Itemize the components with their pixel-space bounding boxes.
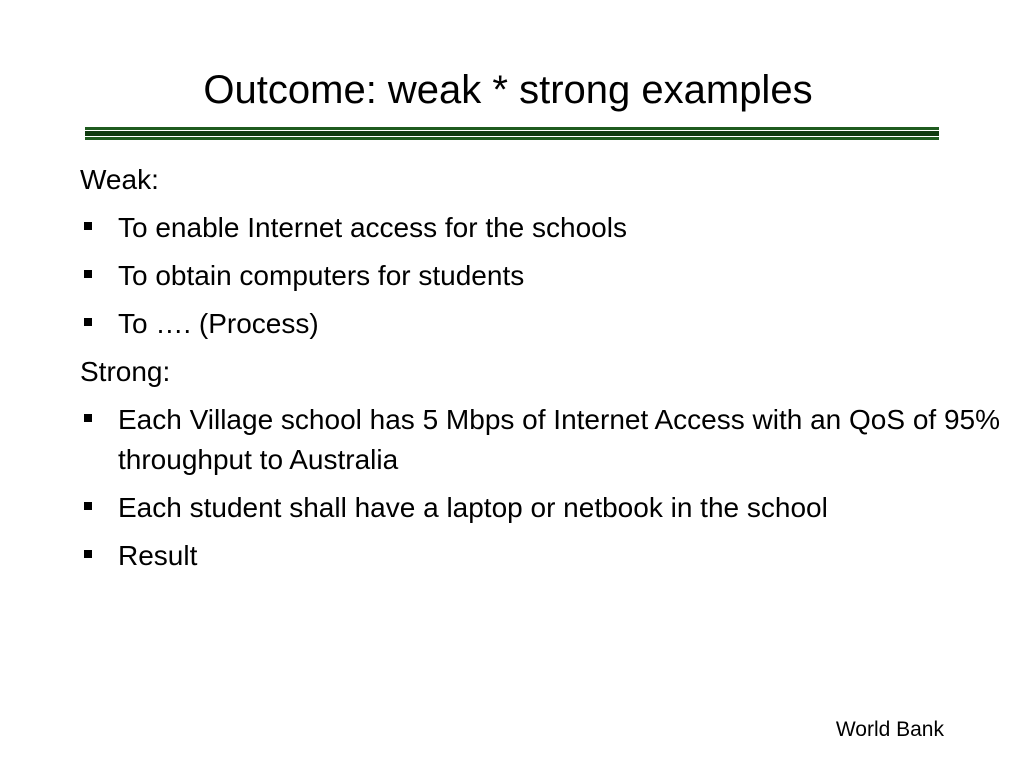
footer-attribution: World Bank [835, 718, 944, 741]
weak-bullet-text: To …. (Process) [118, 308, 319, 339]
square-bullet-icon [84, 550, 92, 558]
weak-bullet-item [80, 208, 1000, 248]
strong-bullet-item [80, 400, 1000, 480]
title-divider [85, 127, 939, 140]
strong-bullet-text: Each student shall have a laptop or netbook in the school [118, 492, 828, 523]
square-bullet-icon [84, 414, 92, 422]
weak-bullet-item [80, 304, 1000, 344]
title-divider-main-line [85, 131, 939, 136]
strong-bullet-item [80, 488, 1000, 528]
slide-body [80, 160, 1000, 584]
square-bullet-icon [84, 318, 92, 326]
square-bullet-icon [84, 270, 92, 278]
square-bullet-icon [84, 502, 92, 510]
weak-section-label: Weak: [80, 164, 159, 195]
weak-bullet-list [80, 208, 1000, 344]
slide-title: Outcome: weak * strong examples [203, 68, 813, 112]
weak-bullet-item [80, 256, 1000, 296]
strong-section-label: Strong: [80, 356, 171, 387]
title-divider-top-line [85, 127, 939, 130]
title-divider-bottom-line [85, 137, 939, 140]
strong-bullet-list [80, 400, 1000, 576]
strong-bullet-item [80, 536, 1000, 576]
strong-bullet-text: Each Village school has 5 Mbps of Internet Access with an QoS of 95% throughput to Australia [118, 404, 1000, 475]
weak-bullet-text: To obtain computers for students [118, 260, 525, 291]
strong-bullet-text: Result [118, 540, 198, 571]
square-bullet-icon [84, 222, 92, 230]
weak-bullet-text: To enable Internet access for the schools [118, 212, 627, 243]
